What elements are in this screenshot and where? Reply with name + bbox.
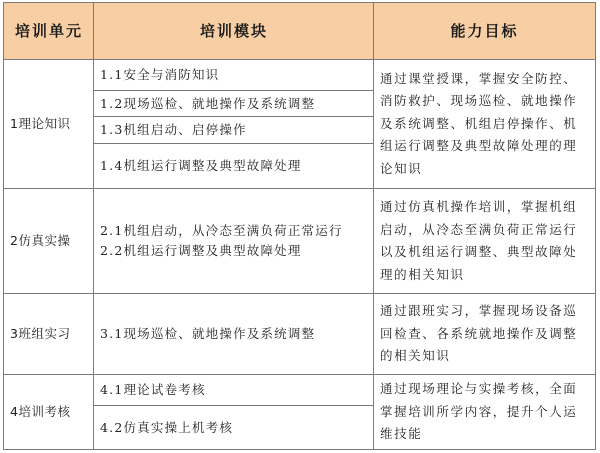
module-cell: 1.3机组启动、启停操作 [100, 122, 247, 137]
header-module: 培训模块 [94, 3, 374, 59]
unit-cell: 1理论知识 [10, 116, 71, 131]
column-divider [373, 3, 374, 449]
goal-cell: 通过现场理论与实操考核，全面掌握培训所学内容，提升个人运维技能 [380, 381, 578, 442]
module-cell: 1.4机组运行调整及典型故障处理 [100, 158, 302, 173]
unit-cell: 3班组实习 [10, 326, 71, 341]
column-divider [93, 3, 94, 449]
module-cell: 4.2仿真实操上机考核 [100, 419, 234, 435]
row-divider [4, 293, 595, 294]
module-cell: 3.1现场巡检、就地操作及系统调整 [100, 326, 316, 341]
module-cell: 1.1安全与消防知识 [100, 67, 220, 82]
goal-cell: 通过跟班实习，掌握现场设备巡回检查、各系统就地操作及调整的相关知识 [380, 303, 578, 364]
header-goal: 能力目标 [374, 3, 595, 59]
row-divider [4, 59, 595, 60]
goal-cell: 通过仿真机操作培训，掌握机组启动，从冷态至满负荷正常运行以及机组运行调整、典型故障处理的相关知识 [380, 199, 578, 282]
module-cell [94, 189, 374, 293]
module-line: 2.1机组启动，从冷态至满负荷正常运行 [100, 223, 343, 238]
module-cell: 4.1理论试卷考核 [100, 382, 206, 397]
unit-cell: 4培训考核 [10, 404, 71, 419]
sub-row-divider [94, 90, 374, 91]
training-table [3, 2, 596, 450]
goal-cell: 通过课堂授课，掌握安全防控、消防救护、现场巡检、就地操作及系统调整、机组启停操作、机组运行调整及典型故障处理的理论知识 [380, 70, 578, 176]
sub-row-divider [94, 405, 374, 406]
module-cell: 1.2现场巡检、就地操作及系统调整 [100, 95, 316, 111]
row-divider [4, 374, 595, 375]
module-line: 2.2机组运行调整及典型故障处理 [100, 243, 302, 258]
header-unit: 培训单元 [4, 3, 94, 59]
row-divider [4, 188, 595, 189]
unit-cell: 2仿真实操 [10, 233, 71, 248]
sub-row-divider [94, 143, 374, 144]
sub-row-divider [94, 116, 374, 117]
